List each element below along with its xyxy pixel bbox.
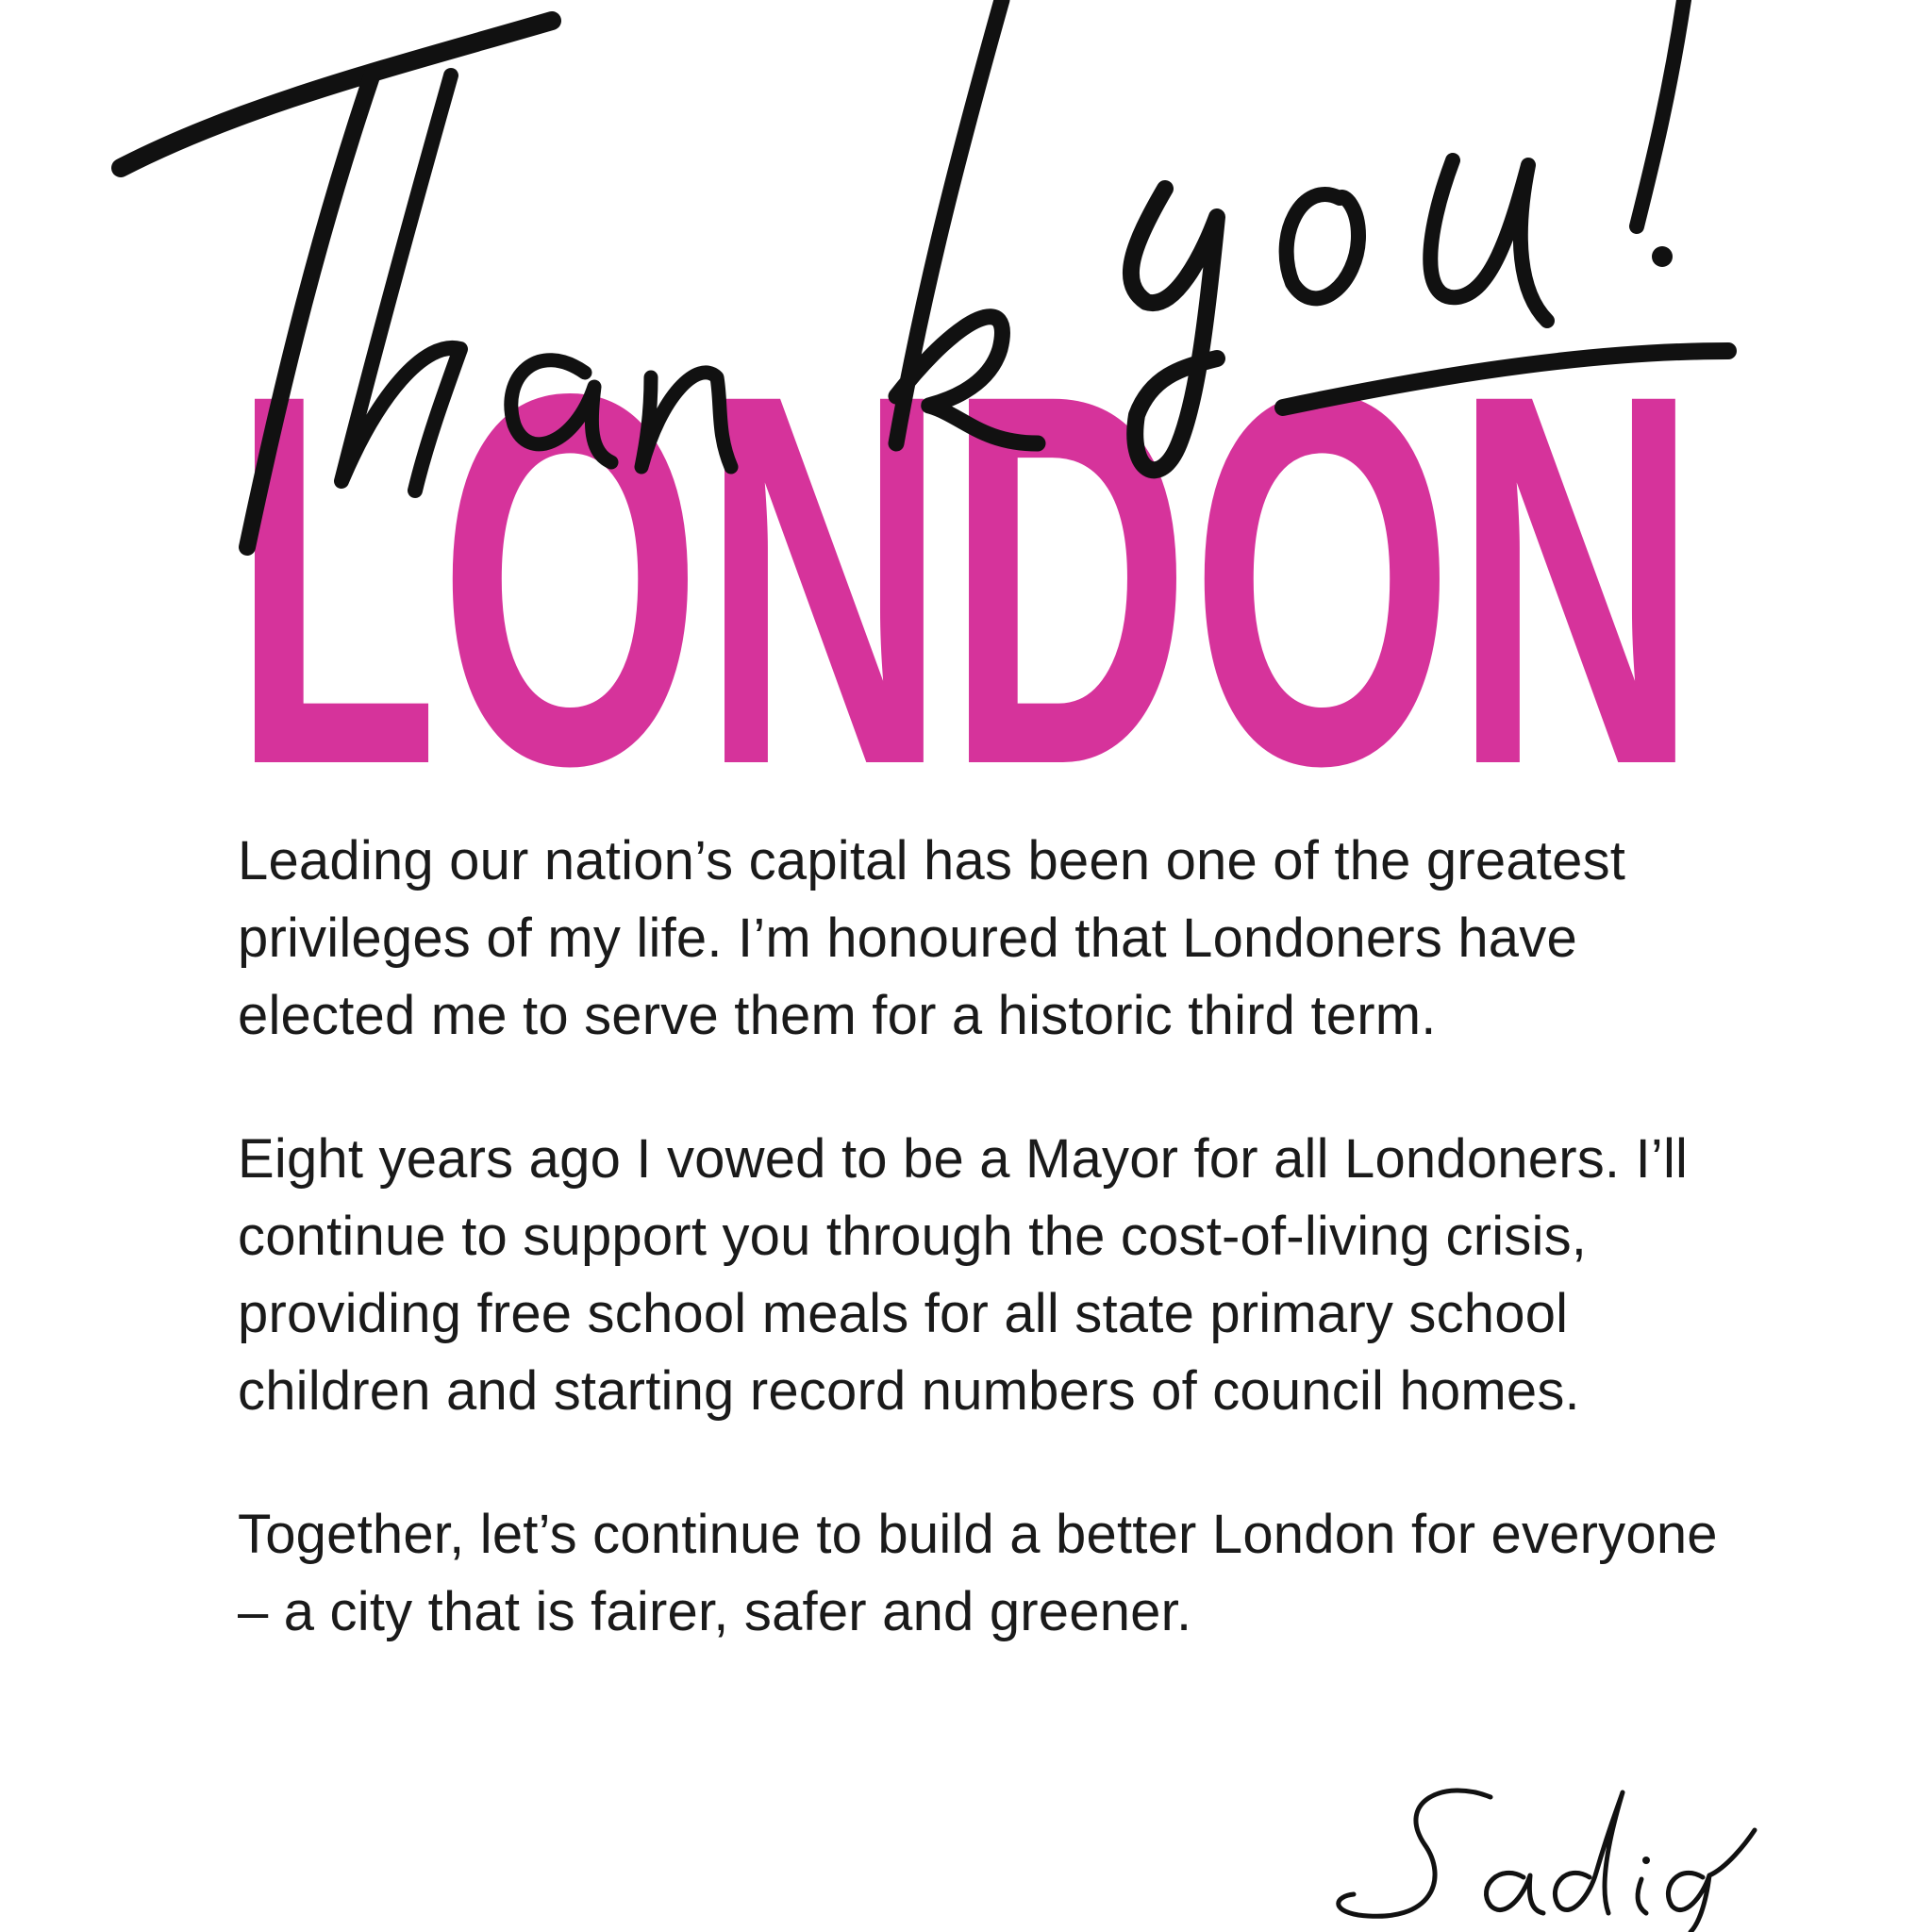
signature (1321, 1774, 1792, 1932)
paragraph-2: Eight years ago I vowed to be a Mayor for all Londoners. I’ll continue to support you through the cost-of-living crisis, providing free school meals for all state primary school children and starting record numbers of council homes. (238, 1128, 1689, 1422)
block-heading: LONDON (232, 284, 1698, 783)
paragraph-1: Leading our nation’s capital has been one of the greatest privileges of my life. I’m honoured that Londoners have elected me to serve them for a historic third term. (238, 830, 1626, 1046)
letter-body (238, 823, 1728, 1717)
headline-graphic (0, 0, 1932, 783)
headline (0, 0, 1932, 783)
exclamation-dot (1652, 246, 1673, 267)
paragraph-3: Together, let’s continue to build a better London for everyone – a city that is fairer, safer and greener. (238, 1504, 1718, 1642)
